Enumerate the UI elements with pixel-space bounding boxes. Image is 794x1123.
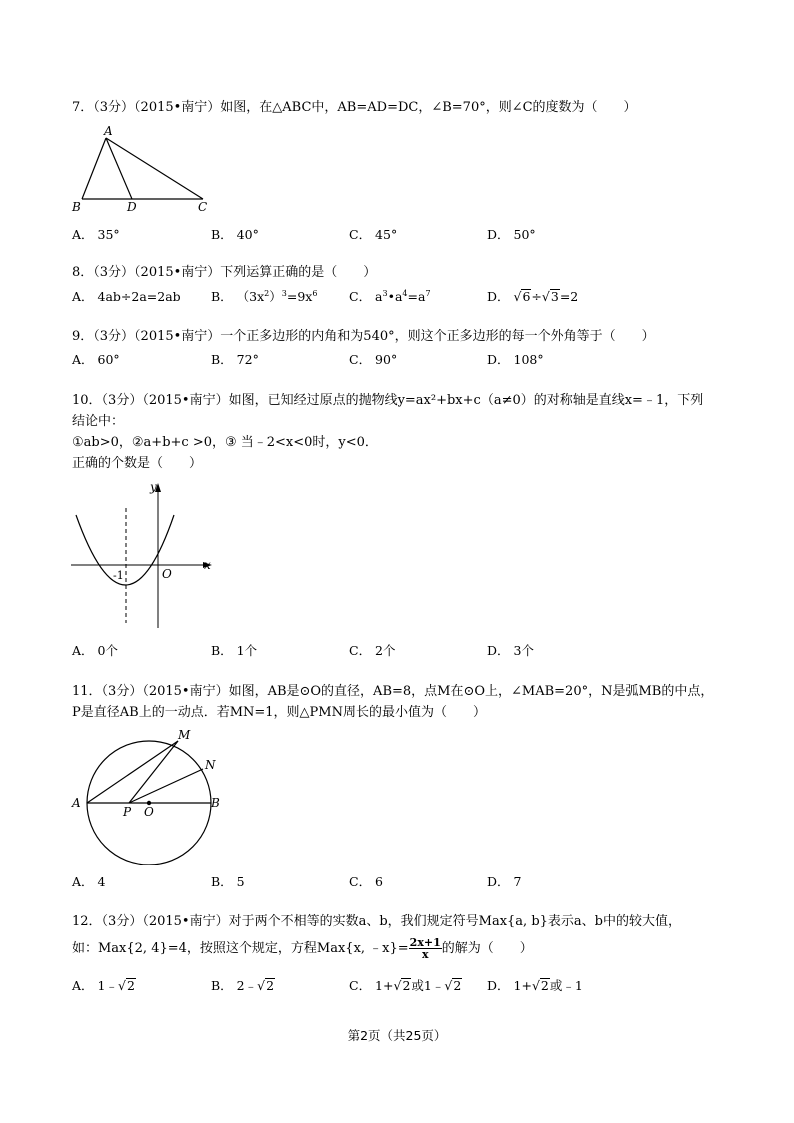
page-footer: 第2页（共25页） [347, 1028, 447, 1043]
q10-label-x: x [204, 558, 211, 572]
q12-option-b: B． 2﹣√2 [211, 978, 275, 993]
q10-option-c: C． 2个 [349, 643, 396, 658]
q10-stem-line2: 结论中： [72, 414, 125, 429]
q9-stem: 9．（3分）（2015•南宁）一个正多边形的内角和为540°，则这个正多边形的每一个外角等于（ ） [72, 329, 655, 344]
q11-stem-line1: 11．（3分）（2015•南宁）如图，AB是⊙O的直径，AB=8，点M在⊙O上，∠MAB=20°，N是弧MB的中点， [72, 684, 714, 699]
q10-stem-line1: 10．（3分）（2015•南宁）如图，已知经过原点的抛物线y=ax²+bx+c（a≠0）的对称轴是直线x=﹣1，下列 [72, 393, 704, 408]
q7-label-a: A [104, 124, 113, 138]
q7-label-b: B [72, 200, 81, 214]
q11-option-d: D． 7 [487, 874, 522, 889]
q7-stem: 7．（3分）（2015•南宁）如图，在△ABC中，AB=AD=DC，∠B=70°，则∠C的度数为（ ） [72, 100, 637, 115]
q8-option-a: A． 4ab÷2a=2ab [72, 289, 181, 304]
q7-segment-ac [106, 138, 203, 199]
q7-label-c: C [198, 200, 208, 214]
q10-stem-line4: 正确的个数是（ ） [72, 456, 203, 471]
q11-circle-figure [68, 725, 228, 865]
fraction-2x-plus-1-over-x: $\frac{2x+1}{x}$ [409, 936, 441, 961]
q10-label-o: O [162, 567, 172, 581]
q7-segment-ab [82, 138, 106, 199]
sqrt-3: √3 [541, 289, 559, 304]
q10-option-b: B． 1个 [211, 643, 258, 658]
q11-label-m: M [178, 728, 191, 742]
q11-label-p: P [123, 805, 132, 819]
q9-option-c: C． 90° [349, 352, 398, 367]
q7-triangle-figure [70, 122, 220, 214]
sqrt-6: √6 [513, 289, 531, 304]
q11-option-b: B． 5 [211, 874, 245, 889]
q10-label-neg1: -1 [113, 569, 124, 582]
parabola-curve [76, 515, 174, 585]
q9-option-a: A． 60° [72, 352, 120, 367]
q11-label-b: B [211, 796, 220, 810]
q7-option-a: A． 35° [72, 227, 120, 242]
q11-label-o: O [144, 805, 154, 819]
q8-option-c: C． $a^3•a^4=a^7$ [349, 289, 431, 304]
q8-option-b: B． $(3x^2)^3=9x^6$ [211, 289, 318, 304]
q10-stem-line3: ①ab>0，②a+b+c >0，③ 当﹣2<x<0时，y<0． [72, 435, 378, 450]
q7-option-b: B． 40° [211, 227, 259, 242]
q11-segment-pm [129, 741, 178, 803]
q10-parabola-figure [68, 478, 218, 633]
q8-option-d: D． √6÷√3=2 [487, 289, 579, 304]
q11-stem-line2: P是直径AB上的一动点．若MN=1，则△PMN周长的最小值为（ ） [72, 705, 486, 720]
q11-option-a: A． 4 [72, 874, 106, 889]
q12-option-c: C． 1+√2或1﹣√2 [349, 978, 462, 993]
q11-label-a: A [72, 796, 81, 810]
q11-segment-pn [129, 769, 203, 803]
q12-option-d: D． 1+√2或﹣1 [487, 978, 583, 993]
q7-option-d: D． 50° [487, 227, 536, 242]
q7-option-c: C． 45° [349, 227, 398, 242]
q10-option-d: D． 3个 [487, 643, 534, 658]
q11-label-n: N [205, 758, 216, 772]
q7-label-d: D [127, 200, 137, 214]
q7-segment-ad [106, 138, 132, 199]
q10-label-y: y [150, 480, 157, 494]
q12-stem-line1: 12．（3分）（2015•南宁）对于两个不相等的实数a、b，我们规定符号Max{a, b}表示a、b中的较大值， [72, 914, 681, 929]
q9-option-d: D． 108° [487, 352, 544, 367]
q9-option-b: B． 72° [211, 352, 259, 367]
q11-segment-am [87, 741, 178, 803]
q12-stem-line2: 如：Max{2, 4}=4，按照这个规定，方程Max{x, ﹣x}= $\frac{2x+1}{x}$ 的解为（ ） [72, 936, 533, 961]
q10-option-a: A． 0个 [72, 643, 118, 658]
q12-option-a: A． 1﹣√2 [72, 978, 135, 993]
q8-stem: 8．（3分）（2015•南宁）下列运算正确的是（ ） [72, 265, 377, 280]
q11-option-c: C． 6 [349, 874, 383, 889]
